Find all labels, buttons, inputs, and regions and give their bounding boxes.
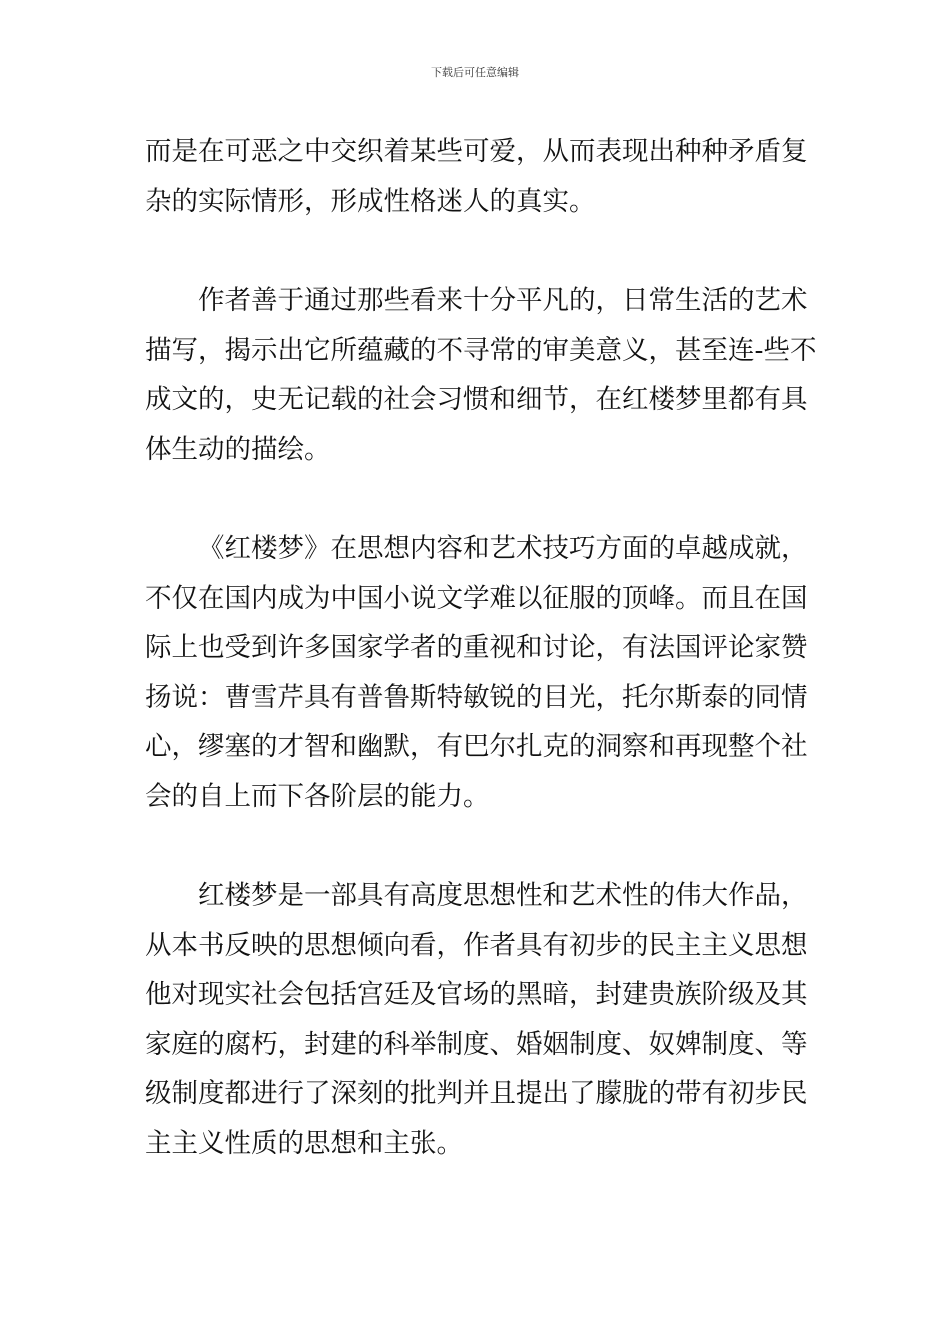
paragraph-line: 不仅在国内成为中国小说文学难以征服的顶峰。而且在国 <box>145 582 808 614</box>
paragraph-line: 际上也受到许多国家学者的重视和讨论，有法国评论家赞 <box>145 632 808 663</box>
paragraph-2 <box>145 276 817 474</box>
page-header: 下载后可任意编辑 <box>431 66 519 79</box>
paragraph-line: 心，缪塞的才智和幽默，有巴尔扎克的洞察和再现整个社 <box>145 731 808 762</box>
paragraph-line: 他对现实社会包括宫廷及官场的黑暗，封建贵族阶级及其 <box>145 979 808 1010</box>
paragraph-spacer <box>145 821 813 871</box>
paragraph-line: 从本书反映的思想倾向看，作者具有初步的民主主义思想 <box>145 929 808 961</box>
paragraph-spacer <box>145 226 813 276</box>
paragraph-line: 作者善于通过那些看来十分平凡的，日常生活的艺术 <box>198 285 808 316</box>
paragraph-line: 家庭的腐朽，封建的科举制度、婚姻制度、奴婢制度、等 <box>145 1028 808 1060</box>
paragraph-line: 体生动的描绘。 <box>145 433 331 465</box>
paragraph-line: 会的自上而下各阶层的能力。 <box>145 780 490 812</box>
document-body <box>145 127 817 1168</box>
paragraph-3 <box>145 524 813 821</box>
paragraph-4 <box>145 871 813 1168</box>
paragraph-line: 杂的实际情形，形成性格迷人的真实。 <box>145 185 596 217</box>
paragraph-line: 《红楼梦》在思想内容和艺术技巧方面的卓越成就， <box>198 533 808 564</box>
paragraph-line: 红楼梦是一部具有高度思想性和艺术性的伟大作品， <box>198 880 808 911</box>
paragraph-line: 描写，揭示出它所蕴藏的不寻常的审美意义，甚至连-些不 <box>145 334 817 366</box>
paragraph-line: 级制度都进行了深刻的批判并且提出了朦胧的带有初步民 <box>145 1078 808 1109</box>
paragraph-line: 扬说：曹雪芹具有普鲁斯特敏锐的目光，托尔斯泰的同情 <box>145 681 808 713</box>
paragraph-line: 而是在可恶之中交织着某些可爱，从而表现出种种矛盾复 <box>145 136 808 167</box>
paragraph-spacer <box>145 474 813 524</box>
paragraph-line: 主主义性质的思想和主张。 <box>145 1127 463 1159</box>
paragraph-1 <box>145 127 813 226</box>
paragraph-line: 成文的，史无记载的社会习惯和细节，在红楼梦里都有具 <box>145 384 808 415</box>
